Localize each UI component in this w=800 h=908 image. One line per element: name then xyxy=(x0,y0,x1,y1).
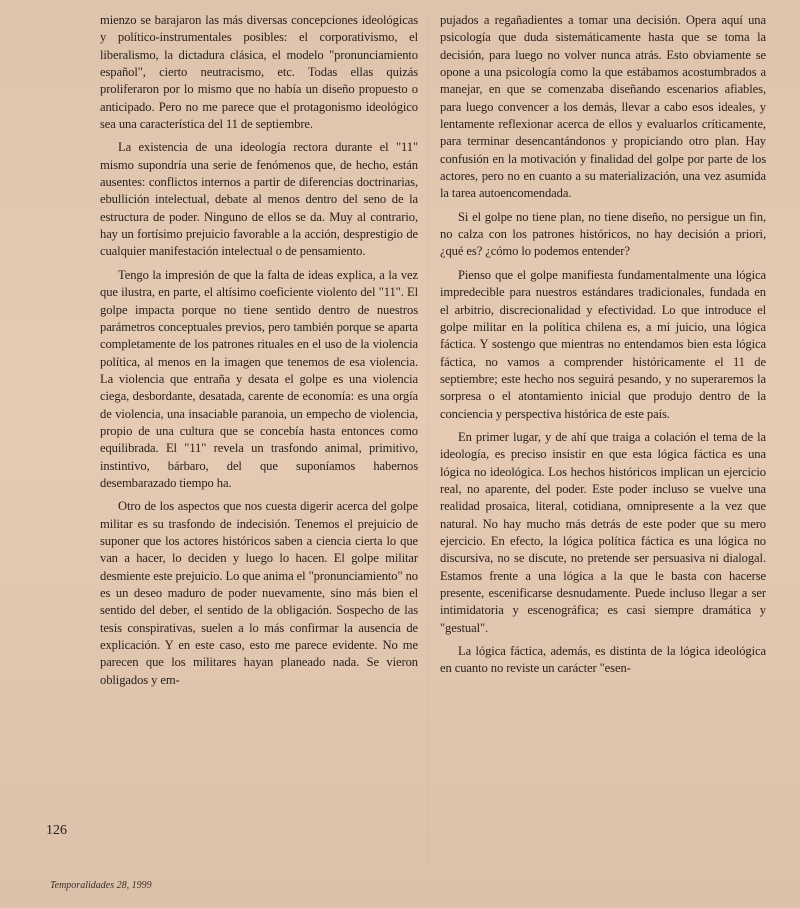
page-number: 126 xyxy=(46,823,67,838)
paragraph: En primer lugar, y de ahí que traiga a colación el tema de la ideología, es preciso insistir en que esta lógica fáctica es una lógica no ideológica. Los hechos históricos implican un ejercicio real, no aparente, del poder. Este poder incluso se vuelve una realidad prosaica, literal, cotidiana, omnipresente a la vez que natural. No hay mucho más detrás de este poder que su mero ejercicio. En efecto, la lógica política fáctica es una lógica no discursiva, no se discute, no pretende ser persuasiva ni dialogal. Estamos frente a una lógica a la que le basta con hacerse presente, escenificarse desnudamente. Puede incluso llegar a ser intimidatoria y escenográfica; es casi siempre dramática y "gestual". xyxy=(440,429,766,635)
paragraph: Pienso que el golpe manifiesta fundamentalmente una lógica impredecible para nuestros estándares tradicionales, fundada en el arbitrio, discrecionalidad y efectividad. Lo que introduce el golpe militar en la política chilena es, a mi juicio, una lógica fáctica. Y sostengo que mientras no entendamos bien esta lógica fáctica, no vamos a comprender históricamente el 11 de septiembre; este hecho nos seguirá pesando, y no superaremos la sorpresa o el atontamiento inicial que produjo dentro de la conciencia y perspectiva histórica de este país. xyxy=(440,267,766,421)
column-gutter xyxy=(428,20,429,860)
paragraph: Si el golpe no tiene plan, no tiene diseño, no persigue un fin, no calza con los patrones históricos, no hay decisión a priori, ¿qué es? ¿cómo lo podemos entender? xyxy=(440,209,766,259)
paragraph: mienzo se barajaron las más diversas concepciones ideológicas y político-instrumentales posibles: el corporativismo, el liberalismo, la dictadura clásica, el modelo "pronunciamiento español", cierto neutracismo, etc. Todas ellas quizás proliferaron por lo mismo que no había un diseño propuesto o anticipado. Pero no me parece que el protagonismo ideológico sea una característica del 11 de septiembre. xyxy=(100,13,418,132)
paragraph: Otro de los aspectos que nos cuesta digerir acerca del golpe militar es su trasfondo de indecisión. Tenemos el prejuicio de suponer que los actores históricos saben a ciencia cierta lo que van a hacer, lo deciden y luego lo hacen. El golpe militar desmiente este prejuicio. Lo que anima el "pronunciamiento" no es un deseo maduro de poder nuevamente, sino más bien el sentido del deber, el sentido de la obligación. Sospecho de las tesis conspirativas, suelen a lo más confirmar la ausencia de explicación. Y en este caso, esto me parece evidente. No me parecen que los militares hayan planeado nada. Se vieron obligados y em- xyxy=(100,499,418,687)
paragraph: La lógica fáctica, además, es distinta de la lógica ideológica en cuanto no reviste un carácter "esen- xyxy=(440,644,766,676)
paragraph: Tengo la impresión de que la falta de ideas explica, a la vez que ilustra, en parte, el altísimo coeficiente violento del "11". El golpe impacta porque no tiene sentido dentro de nuestros parámetros conceptuales previos, pero también porque se aparta completamente de los patrones rituales en el uso de la violencia política, al menos en la imagen que tenemos de esa violencia. La violencia que entraña y desata el golpe es una violencia ciega, desbordante, desatada, carente de economía: es una orgía de violencia, una insaciable paranoia, un empecho de violencia, propio de una cultura que se concebía hasta entonces como equilibrada. El "11" revela un trasfondo animal, primitivo, instintivo, bárbaro, del que suponíamos habernos desembarazado tiempo ha. xyxy=(100,267,418,490)
left-column xyxy=(100,12,418,689)
running-footer: Temporalidades 28, 1999 xyxy=(50,880,152,891)
right-column xyxy=(440,12,766,678)
paragraph: pujados a regañadientes a tomar una decisión. Opera aquí una psicología que duda sistemáticamente hasta que se toma la decisión, para luego no volver nunca atrás. Esto obviamente se opone a una psicología como la que estábamos acostumbrados a manejar, en que se comenzaba diseñando escenarios afiables, para luego convencer a los demás, llevar a cabo esos ideales, y lentamente reflexionar acerca de ellos y evaluarlos críticamente, para terminar desencantándonos y propiciando otro plan. Hay confusión en la motivación y finalidad del golpe por parte de los actores, pero no en cuanto a su materialización, una vez asumida la tarea autoencomendada. xyxy=(440,13,766,201)
paragraph: La existencia de una ideología rectora durante el "11" mismo supondría una serie de fenómenos que, de hecho, están ausentes: conflictos internos a partir de diferencias doctrinarias, ebullición intelectual, debate al menos dentro del seno de la estructura de poder. Ninguno de ellos se da. Muy al contrario, hay un fortísimo prejuicio favorable a la acción, desprestigio de cualquier manifestación intelectual o de pensamiento. xyxy=(100,140,418,259)
